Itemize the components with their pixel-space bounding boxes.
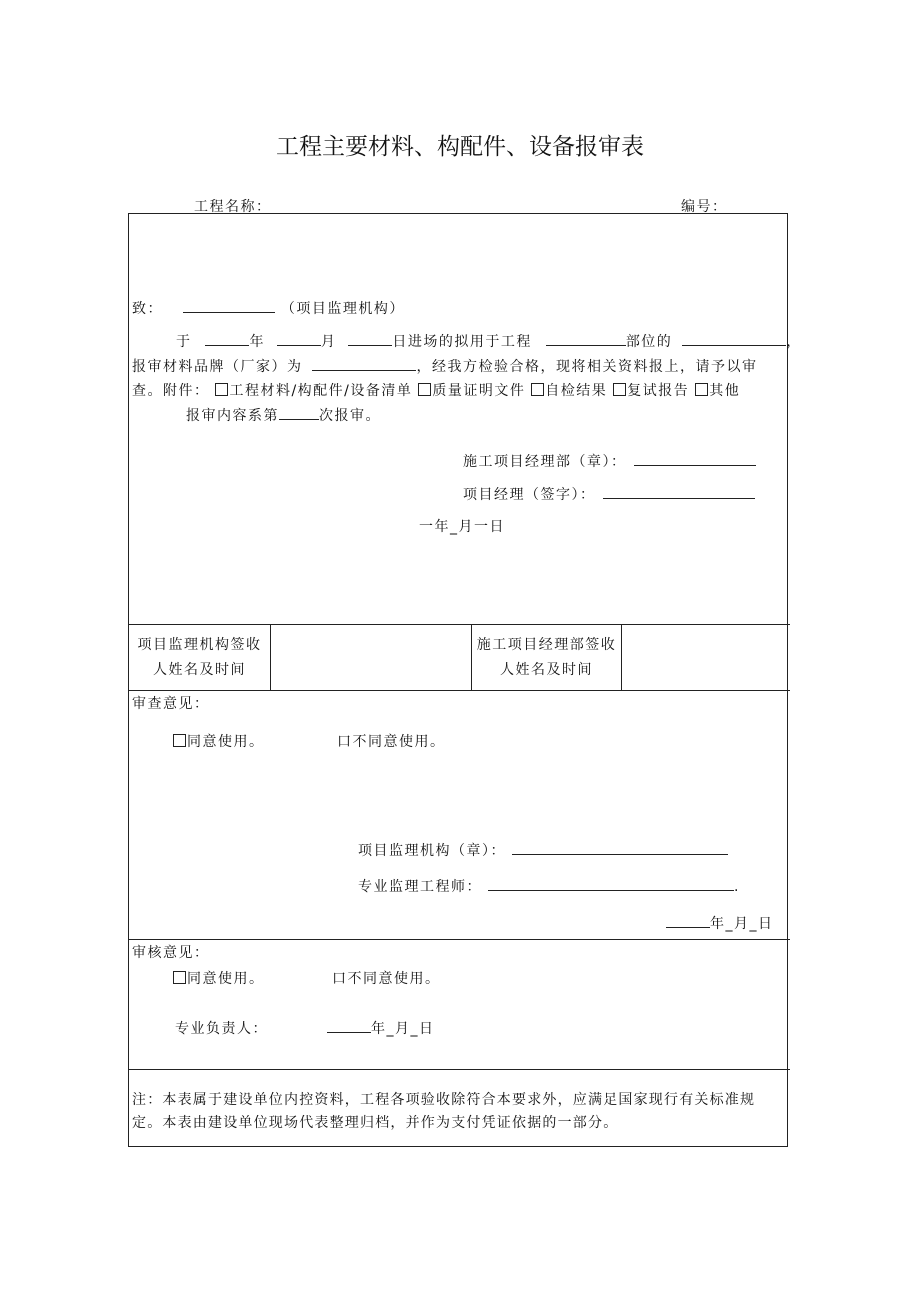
checkbox-icon[interactable] [173, 734, 186, 747]
review-org-label: 项目监理机构（章）： [358, 843, 506, 859]
day-blank[interactable] [348, 331, 392, 346]
text-submission: 报审内容系第 [186, 408, 279, 424]
review-agree-option[interactable] [173, 731, 265, 751]
text-part: 部位的 [625, 334, 673, 350]
to-prefix: 致： [132, 301, 163, 317]
manager-sign-label: 项目经理（签字）： [463, 487, 596, 503]
checkbox-icon[interactable] [215, 383, 228, 396]
receipt-left-line1: 项目监理机构签收 [137, 637, 262, 653]
attachment-other: 其他 [709, 383, 741, 399]
approval-date-line [327, 1018, 435, 1038]
review-date: 年_月_日 [710, 916, 774, 932]
review-date-line [666, 913, 774, 933]
receipt-right-line1: 施工项目经理部签收 [476, 637, 617, 653]
brand-line [132, 356, 757, 376]
submission-count-blank[interactable] [279, 405, 319, 420]
form-title: 工程主要材料、构配件、设备报审表 [276, 134, 644, 160]
text-yu: 于 [176, 334, 192, 350]
receipt-right-label [472, 633, 621, 683]
text-submission-end: 次报审。 [319, 408, 381, 424]
project-part-blank[interactable] [546, 331, 626, 346]
note-line2: 定。本表由建设单位现场代表整理归档，并作为支付凭证依据的一部分。 [132, 1115, 619, 1131]
review-year-blank[interactable] [666, 913, 710, 928]
checkbox-icon[interactable] [613, 383, 626, 396]
text-attachment: 查。附件： [132, 383, 210, 399]
dept-stamp-blank[interactable] [634, 451, 756, 466]
review-org-line [358, 840, 728, 860]
checkbox-icon[interactable] [531, 383, 544, 396]
dept-stamp-label: 施工项目经理部（章）： [463, 454, 627, 470]
note-line1: 注：本表属于建设单位内控资料，工程各项验收除符合本要求外，应满足国家现行有关标准规 [132, 1092, 756, 1108]
number-label: 编号： [681, 199, 728, 215]
text-comma: ， [786, 334, 802, 350]
manager-sign-line [463, 484, 755, 504]
checkbox-icon[interactable] [695, 383, 708, 396]
approval-person-label: 专业负责人： [175, 1021, 268, 1037]
divider-approval-top [128, 939, 790, 940]
text-entry: 日进场的拟用于工程 [392, 334, 532, 350]
manager-sign-blank[interactable] [603, 484, 755, 499]
review-org-blank[interactable] [512, 840, 728, 855]
receipt-left-label [129, 633, 270, 683]
review-agree-label: 同意使用。 [187, 734, 265, 750]
receipt-left-line2: 人姓名及时间 [153, 662, 246, 678]
review-engineer-line [358, 876, 740, 896]
text-year: 年 [249, 334, 265, 350]
month-blank[interactable] [277, 331, 321, 346]
project-name-label: 工程名称： [194, 199, 272, 215]
checkbox-icon[interactable] [418, 383, 431, 396]
review-engineer-end: . [733, 879, 740, 895]
entry-line [176, 331, 802, 351]
submission-count-line [186, 405, 381, 425]
attachment-retest: 复试报告 [627, 383, 690, 399]
note-block [132, 1089, 755, 1135]
section1-date: 一年_月一日 [419, 519, 505, 535]
year-blank[interactable] [205, 331, 249, 346]
to-suffix: （项目监理机构） [280, 301, 405, 317]
review-engineer-label: 专业监理工程师： [358, 879, 482, 895]
review-heading: 审查意见： [132, 696, 210, 712]
to-line [132, 298, 405, 318]
brand-blank[interactable] [312, 356, 416, 371]
review-engineer-blank[interactable] [488, 876, 734, 891]
attachment-line [132, 380, 740, 400]
approval-date: 年_月_日 [371, 1021, 435, 1037]
part-blank[interactable] [682, 331, 786, 346]
dept-stamp-line [463, 451, 756, 471]
divider-receipt-bottom [128, 690, 790, 691]
attachment-quality: 质量证明文件 [432, 383, 526, 399]
divider-note-top [128, 1069, 790, 1070]
supervisor-org-blank[interactable] [183, 298, 275, 313]
checkbox-icon[interactable] [173, 971, 186, 984]
receipt-right-line2: 人姓名及时间 [500, 662, 593, 678]
attachment-list: 工程材料/构配件/设备清单 [229, 383, 413, 399]
attachment-selfcheck: 自检结果 [545, 383, 608, 399]
review-disagree-option[interactable]: 口不同意使用。 [337, 734, 446, 750]
approval-year-blank[interactable] [327, 1018, 371, 1033]
text-brand-rest: ，经我方检验合格，现将相关资料报上，请予以审 [416, 359, 758, 375]
text-brand: 报审材料品牌（厂家）为 [132, 359, 303, 375]
receipt-right-value[interactable] [622, 625, 788, 689]
receipt-left-value[interactable] [271, 625, 470, 689]
approval-heading: 审核意见： [132, 945, 210, 961]
approval-agree-label: 同意使用。 [187, 971, 265, 987]
text-month: 月 [320, 334, 337, 350]
approval-disagree-option[interactable]: 口不同意使用。 [332, 971, 441, 987]
approval-agree-option[interactable] [173, 968, 265, 988]
